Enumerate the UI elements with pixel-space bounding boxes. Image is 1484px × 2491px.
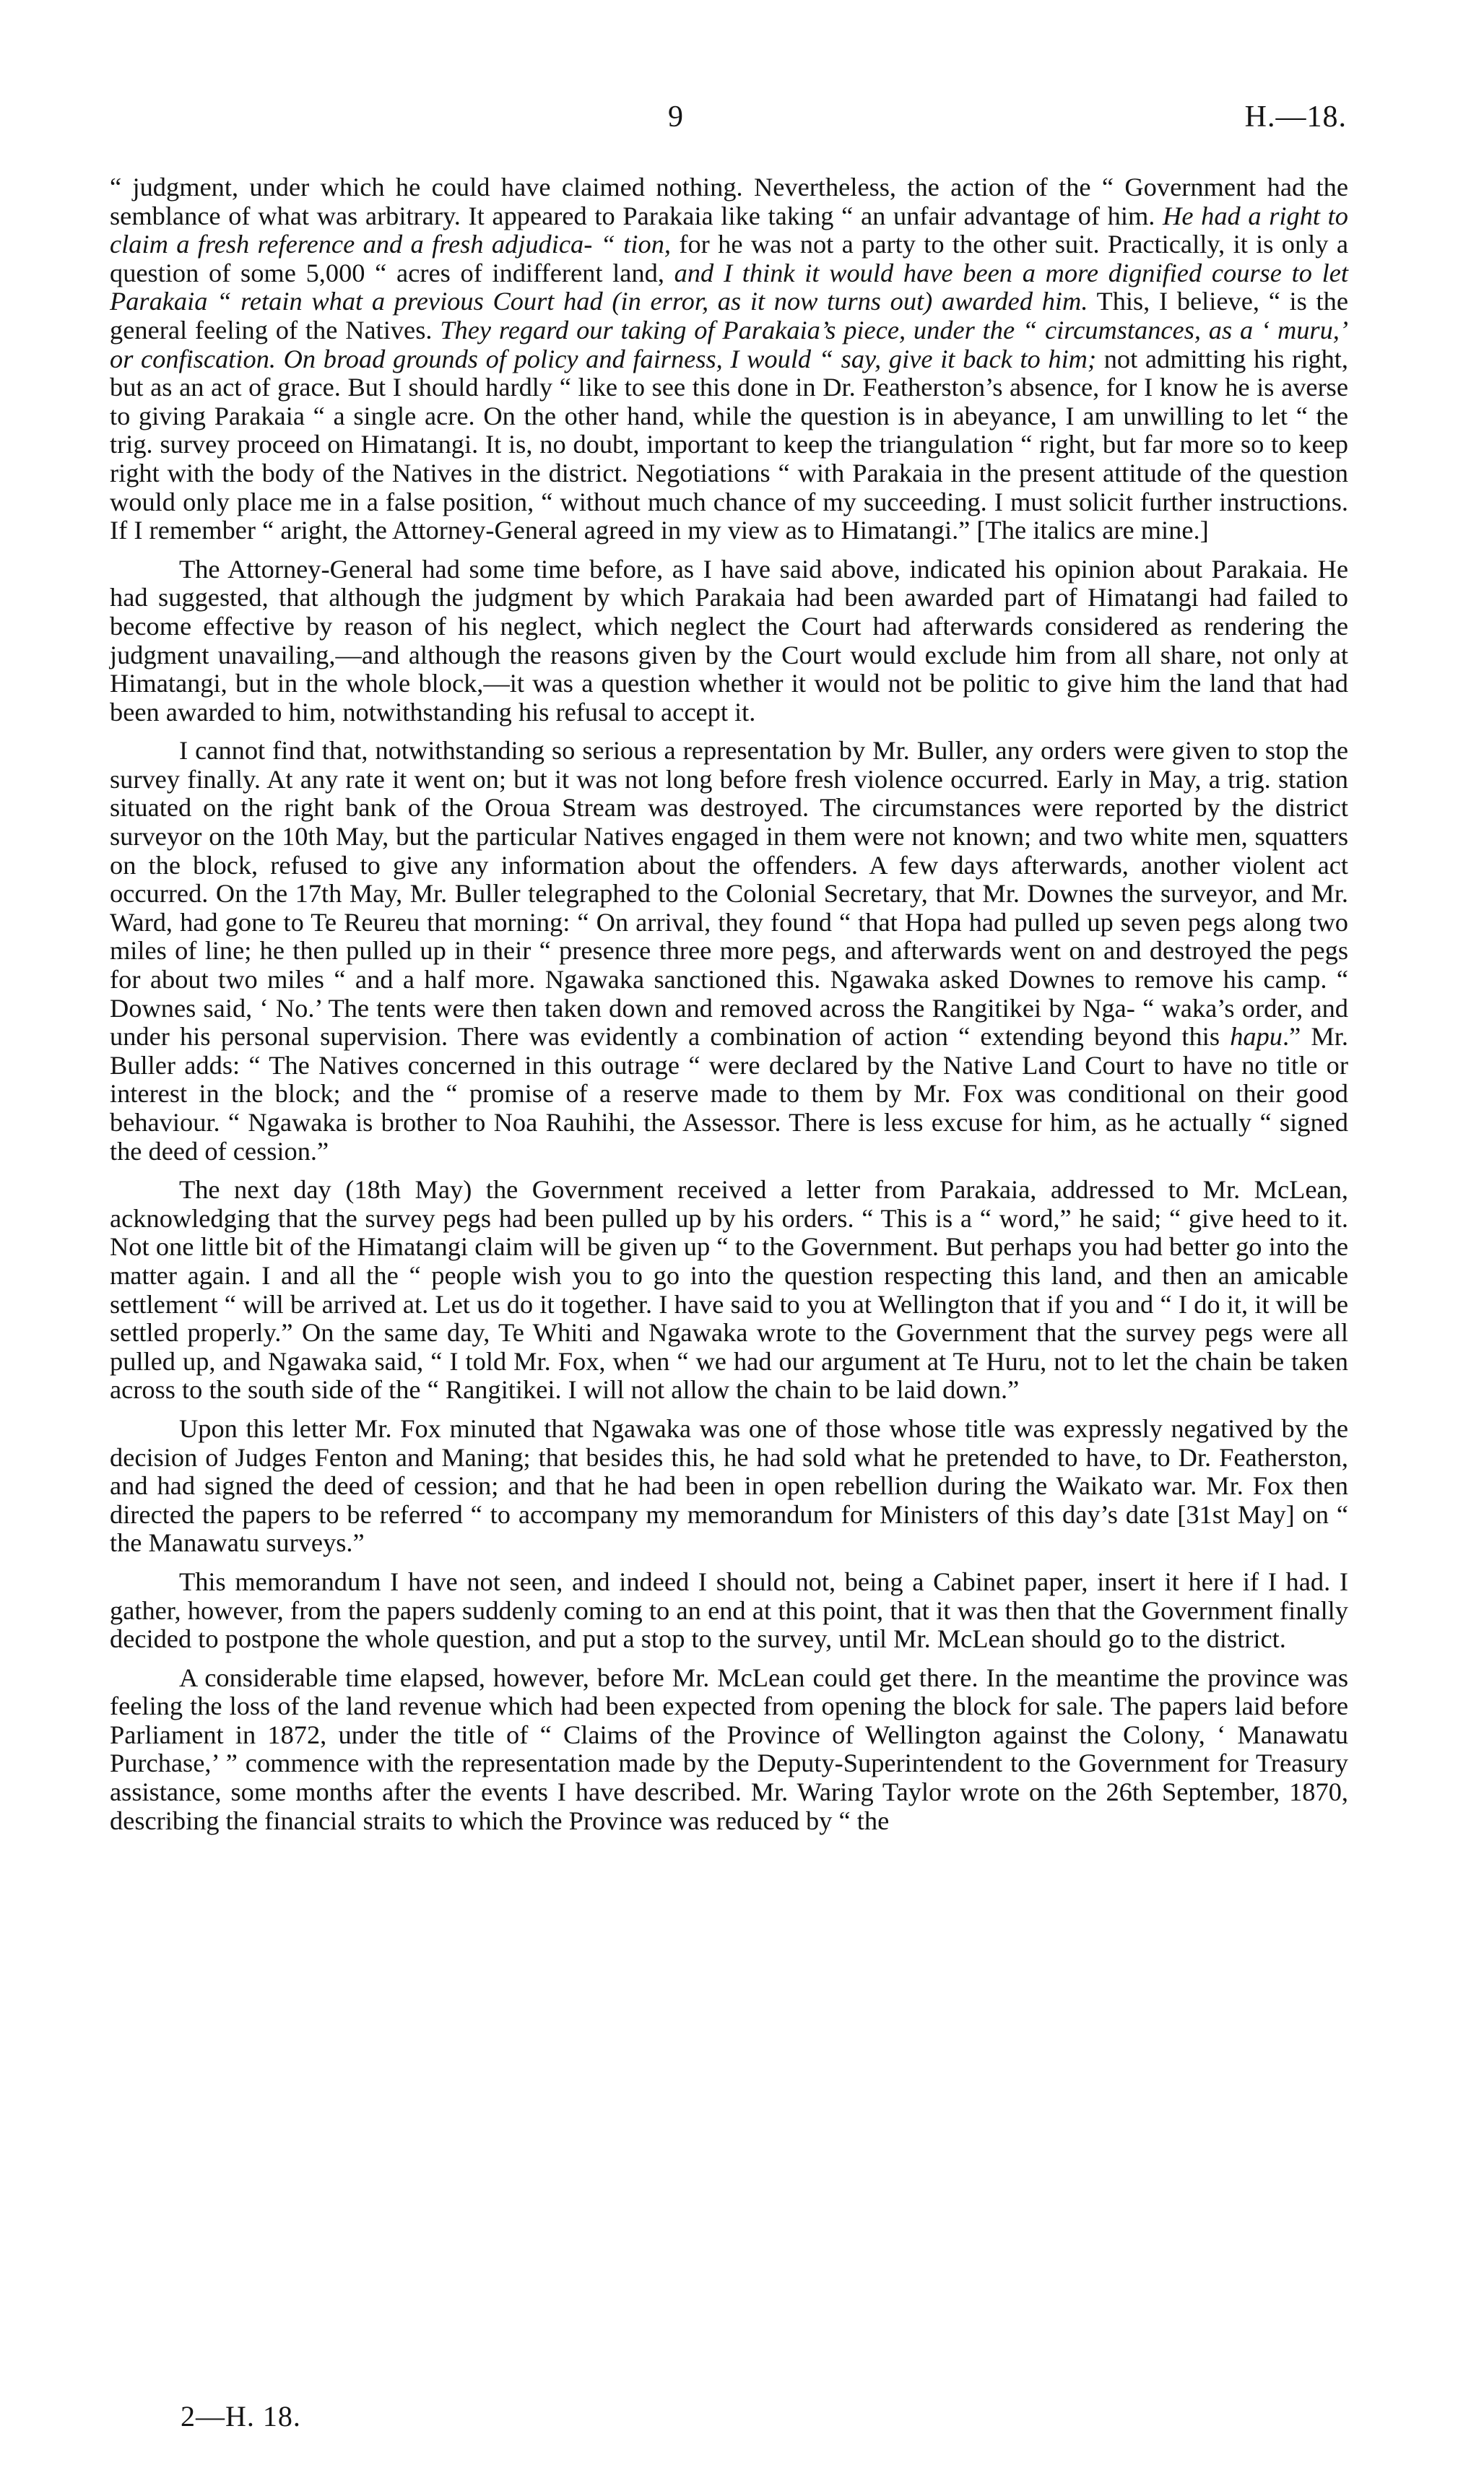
- paragraph: [110, 1176, 1348, 1405]
- paragraph: [110, 555, 1348, 727]
- italic-text: hapu: [1230, 1022, 1283, 1052]
- paragraph: [110, 173, 1348, 545]
- text-run: The Attorney-General had some time before, as I have said above, indicated his opinion about Parakaia. He had suggested, that although the judgment by which Parakaia had been awarded part of Himatangi had failed to become effective by reason of his neglect, which neglect the Court had afterwards considered as rendering the judgment unavailing,—and although the reasons given by the Court would exclude him from all share, not only at Himatangi, but in the whole block,—it was a question whether it would not be politic to give him the land that had been awarded to him, notwithstanding his refusal to accept it.: [110, 554, 1348, 727]
- document-reference: H.—18.: [1244, 100, 1347, 134]
- text-run: not admitting his right, but as an act of grace. But I should hardly “ like to see this done in Dr. Featherston’s absence, for I know he is averse to giving Parakaia “ a single acre. On the other hand, while the question is in abeyance, I am unwilling to let “ the trig. survey proceed on Himatangi. It is, no doubt, important to keep the triangulation “ right, but far more so to keep right with the body of the Natives in the district. Negotiations “ with Parakaia in the present attitude of the question would only place me in a false position, “ without much chance of my succeeding. I must solicit further instructions. If I remember “ aright, the Attorney-General agreed in my view as to Himatangi.” [The italics are mine.]: [110, 344, 1348, 545]
- page-header: [0, 100, 1484, 143]
- text-run: A considerable time elapsed, however, before Mr. McLean could get there. In the meantime the province was feeling the loss of the land revenue which had been expected from opening the block for sale. The papers laid before Parliament in 1872, under the title of “ Claims of the Province of Wellington against the Colony, ‘ Manawatu Purchase,’ ” commence with the representation made by the Deputy-Superintendent to the Government for Treasury assistance, some months after the events I have described. Mr. Waring Taylor wrote on the 26th September, 1870, describing the financial straits to which the Province was reduced by “ the: [110, 1663, 1348, 1835]
- text-run: .” Mr. Buller adds: “ The Natives concerned in this outrage “ were declared by the Native Land Court to have no title or interest in the block; and the “ promise of a reserve made to them by Mr. Fox was conditional on their good behaviour. “ Ngawaka is brother to Noa Rauhihi, the Assessor. There is less excuse for him, as he actually “ signed the deed of cession.”: [110, 1022, 1348, 1166]
- paragraph: [110, 1568, 1348, 1654]
- text-run: The next day (18th May) the Government received a letter from Parakaia, addressed to Mr. McLean, acknowledging that the survey pegs had been pulled up by his orders. “ This is a “ word,” he said; “ give heed to it. Not one little bit of the Himatangi claim will be given up “ to the Government. But perhaps you had better go into the matter again. I and all the “ people wish you to go into the question respecting this land, and then an amicable settlement “ will be arrived at. Let us do it together. I have said to you at Wellington that if you and “ I do it, it will be settled properly.” On the same day, Te Whiti and Ngawaka wrote to the Government that the survey pegs were all pulled up, and Ngawaka said, “ I told Mr. Fox, when “ we had our argument at Te Huru, not to let the chain be taken across to the south side of the “ Rangitikei. I will not allow the chain to be laid down.”: [110, 1175, 1348, 1405]
- paragraph: [110, 1415, 1348, 1558]
- paragraph: [110, 737, 1348, 1166]
- footer-signature: 2—H. 18.: [181, 2400, 301, 2432]
- paragraph: [110, 1664, 1348, 1836]
- text-run: “ judgment, under which he could have claimed nothing. Nevertheless, the action of the “ Government had the semblance of what was arbitrary. It appeared to Parakaia like taking “ an unfair advantage of him.: [110, 173, 1348, 230]
- italic-text: He had a right to claim a fresh reference and a fresh adjudica- “ tion,: [110, 201, 1348, 259]
- text-run: This, I believe, “ is the general feeling of the Natives.: [110, 287, 1348, 345]
- body-text: [110, 173, 1348, 1845]
- italic-text: and I think it would have been a more dignified course to let Parakaia “ retain what a previous Court had (in error, as it now turns out) awarded him.: [110, 258, 1348, 316]
- text-run: Upon this letter Mr. Fox minuted that Ngawaka was one of those whose title was expressly negatived by the decision of Judges Fenton and Maning; that besides this, he had sold what he pretended to have, to Dr. Featherston, and had signed the deed of cession; and that he had been in open rebellion during the Waikato war. Mr. Fox then directed the papers to be referred “ to accompany my memorandum for Ministers of this day’s date [31st May] on “ the Manawatu surveys.”: [110, 1413, 1348, 1558]
- page-number: 9: [668, 100, 683, 134]
- text-run: for he was not a party to the other suit. Practically, it is only a question of some 5,000 “ acres of indifferent land,: [110, 230, 1348, 287]
- italic-text: They regard our taking of Parakaia’s piece, under the “ circumstances, as a ‘ muru,’ or confiscation. On broad grounds of policy and fairness, I would “ say, give it back to him;: [110, 315, 1348, 373]
- text-run: This memorandum I have not seen, and indeed I should not, being a Cabinet paper, insert it here if I had. I gather, however, from the papers suddenly coming to an end at this point, that it was then that the Government finally decided to postpone the whole question, and put a stop to the survey, until Mr. McLean should go to the district.: [110, 1567, 1348, 1654]
- text-run: I cannot find that, notwithstanding so serious a representation by Mr. Buller, any orders were given to stop the survey finally. At any rate it went on; but it was not long before fresh violence occurred. Early in May, a trig. station situated on the right bank of the Oroua Stream was destroyed. The circumstances were reported by the district surveyor on the 10th May, but the particular Natives engaged in them were not known; and two white men, squatters on the block, refused to give any information about the offenders. A few days afterwards, another violent act occurred. On the 17th May, Mr. Buller telegraphed to the Colonial Secretary, that Mr. Downes the surveyor, and Mr. Ward, had gone to Te Reureu that morning: “ On arrival, they found “ that Hopa had pulled up seven pegs along two miles of line; he then pulled up in their “ presence three more pegs, and afterwards went on and destroyed the pegs for about two miles “ and a half more. Ngawaka sanctioned this. Ngawaka asked Downes to remove his camp. “ Downes said, ‘ No.’ The tents were then taken down and removed across the Rangitikei by Nga- “ waka’s order, and under his personal supervision. There was evidently a combination of action “ extending beyond this: [110, 736, 1348, 1052]
